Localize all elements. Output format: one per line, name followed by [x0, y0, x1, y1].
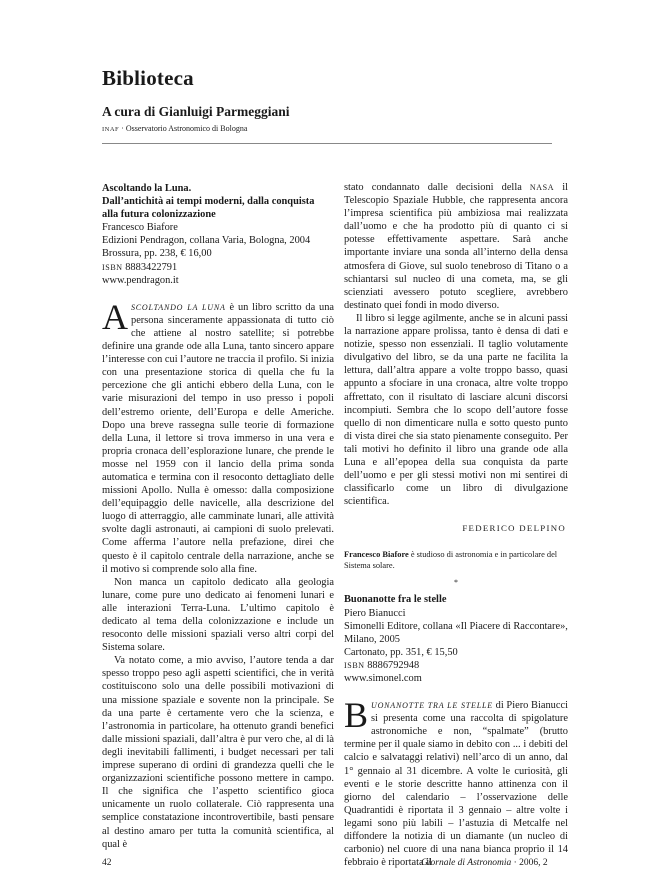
paragraph-text: è un libro scritto da una persona sinceramente appassionata di tutto ciò che attiene al nostro satellite; si potrebbe definire una grande ode alla Luna, tanto sincero appare l’interesse con cui l’autore ne traccia il profilo. Si inizia con una presentazione storica di quella che fu la percezione che gli antichi ebbero della Luna, con le varie misurazioni del tempo in uso presso i popoli dell’estremo oriente, dell’Europa e delle Americhe. Dopo una breve rassegna sulle teorie di formazione della Luna, il lettore si trova immerso in una vera e propria cronaca dell’esplorazione lunare, che prende le mosse nel 1959 con il lancio della prima sonda automatica e termina con il resoconto dettagliato delle missioni Apollo. Nulla è omesso: dalla composizione dell’equipaggio delle navicelle, alla descrizione del luogo di atterraggio, alle camminate lunari, alle attività svolte dagli astronauti, ai campioni di suolo prelevati. Come afferma l’autore nella prefazione, direi che questo è il capitolo centrale della narrazione, anche se il motivo si comprende solo alla fine. [102, 301, 335, 575]
review1-author: Francesco Biafore [102, 222, 178, 234]
left-column [102, 182, 334, 851]
review2-paragraph [344, 695, 568, 869]
editor-line: A cura di Gianluigi Parmeggiani [102, 104, 290, 119]
review1-paragraph-continued [344, 181, 568, 312]
paragraph-text: di Piero Bianucci si presenta come una raccolta di spigolature astronomiche e non, “spalmate” (brutto termine per il quale siamo in debito con ... i debiti del calcio e salvataggi relativi) nell’arco di un anno, dal 1° gennaio al 31 dicembre. A volte le curiosità, gli eventi e le storie descritte hanno attinenza con il giorno del calendario – l’osservazione delle Quadrantidi è riportata il 3 gennaio – altre volte i legami sono più labili – l’astuzia di Metcalfe nel diffondere la notizia di un diamante (un nucleo di carbonio) nel cuore di una nana bianca proprio il 14 febbraio è riportata il [344, 700, 568, 869]
section-title: Biblioteca [102, 66, 194, 90]
review1-author-note [344, 549, 568, 571]
review2-title: Buonanotte fra le stelle [344, 594, 447, 606]
dropcap: B [344, 695, 369, 736]
affiliation-prefix: INAF [102, 126, 120, 133]
lead-title: UONANOTTE TRA LE STELLE [371, 701, 493, 711]
right-column [344, 181, 568, 869]
journal-name: Giornale di Astronomia [421, 858, 512, 868]
review1-bibliography [102, 182, 334, 287]
isbn-value: 8883422791 [122, 261, 178, 273]
review1-title-line: alla futura colonizzazione [102, 209, 216, 221]
review2-bibliography [344, 593, 568, 685]
review2-isbn [344, 659, 568, 672]
review2-publisher: Simonelli Editore, collana «Il Piacere di Raccontare», Milano, 2005 [344, 620, 568, 645]
review1-publisher: Edizioni Pendragon, collana Varia, Bologna, 2004 [102, 235, 311, 247]
paragraph-text: stato condannato dalle decisioni della [344, 182, 530, 193]
review2-format: Cartonato, pp. 351, € 15,50 [344, 646, 458, 658]
dropcap: A [102, 296, 128, 337]
isbn-label: ISBN [344, 660, 365, 670]
journal-footer [421, 858, 548, 868]
affiliation-rest: · Osservatorio Astronomico di Bologna [119, 124, 248, 133]
paragraph-text: il Telescopio Spaziale Hubble, che rappresenta ancora l’impresa scientifica più ambiziosa mai realizzata dall’uomo e che ha prodotto più di quanto ci si potesse effettivamente aspettare. Sarà anche importante inviare una sonda all’interno della densa atmosfera di Giove, sul suolo tenebroso di Titano o a schiantarsi sul nucleo di una cometa, ma, se gli scienziati avessero potuto scegliere, avrebbero destinato quei fondi in modo diverso. [344, 182, 568, 311]
review1-signature: FEDERICO DELPINO [462, 523, 566, 534]
review1-isbn [102, 261, 334, 274]
isbn-label: ISBN [102, 262, 123, 272]
isbn-value: 8886792948 [364, 659, 420, 671]
review1-paragraph: Va notato come, a mio avviso, l’autore tenda a dar spesso troppo peso agli aspetti scientifici, che in verità costituiscono solo una delle possibili motivazioni di una missione spaziale e sovente non la principale. Se da una parte è certamente vero che la scienza, e l’astronomia in particolare, ha ottenuto grandi benefici dalle missioni spaziali, dall’altra è pur vero che, al di là degli inevitabili fallimenti, i budget necessari per tali imprese superano di ordini di grandezza quelli che le organizzazioni scientifiche possono mettere in campo. Il che significa che l’aspetto scientifico gioca unicamente un ruolo collaterale. Ciò rappresenta una semplice constatazione incontrovertibile, basti pensare al destino amaro per tutta la comunità scientifica, al qual è [102, 655, 334, 850]
section-separator: * [454, 578, 458, 588]
review2-website: www.simonel.com [344, 673, 422, 684]
review1-website: www.pendragon.it [102, 274, 179, 286]
review1-title-line: Ascoltando la Luna. [102, 183, 192, 194]
page-number: 42 [102, 858, 112, 868]
review2-author: Piero Bianucci [344, 607, 406, 619]
review1-format: Brossura, pp. 238, € 16,00 [102, 248, 212, 260]
acronym: NASA [529, 183, 555, 192]
note-text: è studioso di astronomia e in particolare del Sistema solare. [344, 550, 558, 571]
review1-paragraph: Il libro si legge agilmente, anche se in alcuni passi la narrazione appare prolissa, tanto è densa di dati e notizie, spesso non essenziali. Il taglio volutamente divulgativo del libro, se da una parte ne facilita la lettura, dall’altra appare a volte troppo basso, quasi appunto a sfociare in una cronaca, altre volte troppo affrettato, con il risultato di lasciare alcuni discorsi incompiuti. Sembra che lo scopo dell’autore fosse quello di non dimenticare nulla e sotto questo punto di vista direi che sia stato pienamente conseguito. Per tali motivi ho definito il libro una grande ode alla Luna e all’epopea della sua conquista da parte dell’uomo e per gli stessi motivi non mi sentirei di classificarlo come un libro di divulgazione scientifica. [344, 312, 568, 508]
note-name: Francesco Biafore [344, 550, 409, 560]
journal-issue: · 2006, 2 [511, 858, 548, 868]
affiliation [102, 124, 247, 133]
header-rule [102, 143, 552, 144]
review1-paragraph [102, 296, 335, 576]
review1-paragraph: Non manca un capitolo dedicato alla geologia lunare, come pure uno dedicato ai fenomeni lunari e alle interazioni Terra-Luna. L’ultimo capitolo è dedicato al tema della colonizzazione e include un resoconto delle missioni spaziali verso altri corpi del Sistema solare. [102, 576, 334, 654]
lead-title: SCOLTANDO LA LUNA [131, 302, 226, 312]
review1-title-line: Dall’antichità ai tempi moderni, dalla conquista [102, 196, 315, 208]
